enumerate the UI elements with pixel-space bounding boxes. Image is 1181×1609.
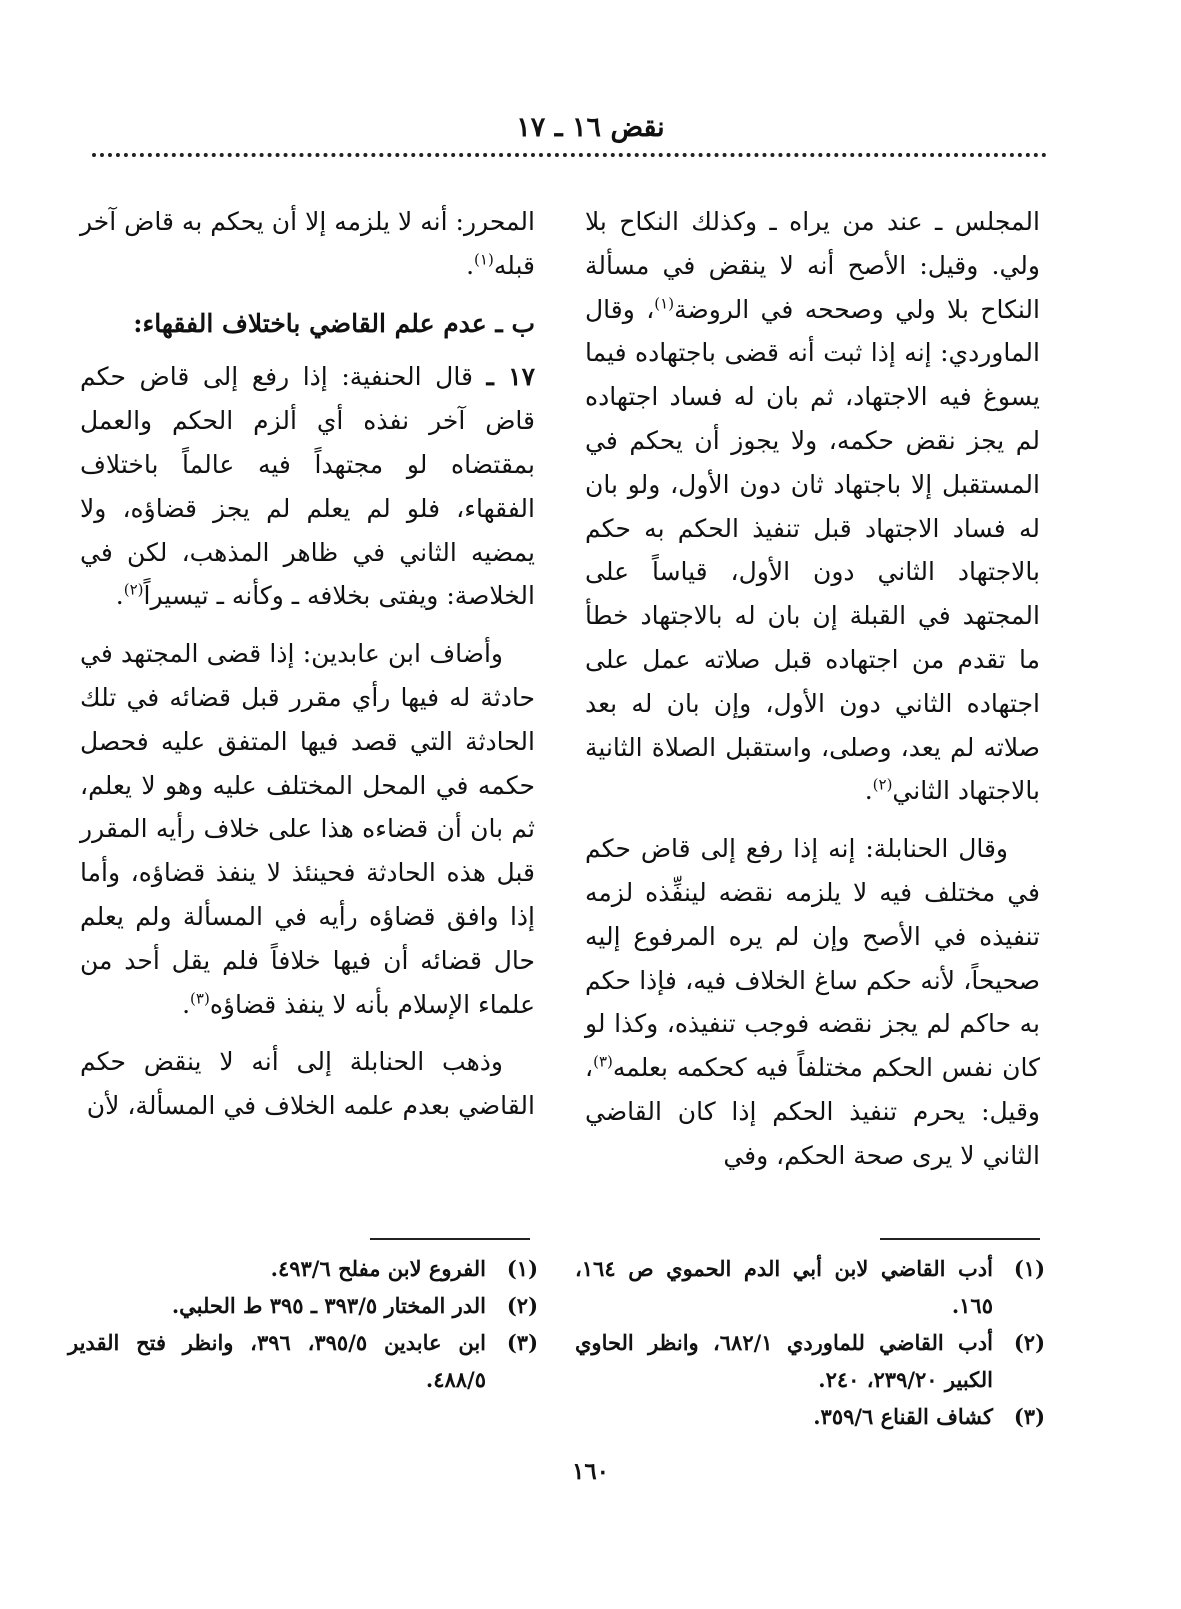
footnote-ref: (١) (474, 250, 494, 269)
footnote-text: أدب القاضي لابن أبي الدم الحموي ص ١٦٤، ١٦٥. (575, 1256, 993, 1318)
footnote-ref: (٣) (190, 989, 210, 1008)
footnote-ref: (٢) (123, 581, 144, 600)
footnote-number: (٢) (1013, 1330, 1045, 1355)
footnote (575, 1398, 1045, 1435)
footnote (68, 1324, 538, 1398)
footnote-ref: (٢) (872, 776, 893, 795)
paragraph-text: وذهب الحنابلة إلى أنه لا ينقض حكم القاضي بعدم علمه الخلاف في المسألة، لأن (80, 1047, 535, 1121)
footnote (68, 1250, 538, 1287)
footnote-number: (٣) (1013, 1404, 1045, 1429)
footnotes-right (575, 1250, 1045, 1435)
paragraph-text-end: ، (646, 294, 655, 324)
left-column (80, 200, 535, 1142)
paragraph-text: وقال الماوردي: إنه إذا ثبت أنه قضى باجتهاده فيما يسوغ فيه الاجتهاد، ثم بان له فساد اجتهاده لم يجز نقض حكمه، ولا يجوز أن يحكم في المستقبل إلا باجتهاد ثان دون الأول، ولو بان له فساد الاجتهاد قبل تنفيذ الحكم به حكم بالاجتهاد الثاني دون الأول، قياساً على المجتهد في القبلة إن بان له بالاجتهاد خطأ ما تقدم من اجتهاده قبل صلاته عمل على اجتهاده الثاني دون الأول، وإن بان له بعد صلاته لم يعد، وصلى، واستقبل الصلاة الثانية بالاجتهاد الثاني (585, 294, 1040, 806)
footnote-number: (١) (506, 1256, 538, 1281)
paragraph (585, 827, 1040, 1177)
footnote-number: (١) (1013, 1256, 1045, 1281)
paragraph-text: وقال الحنابلة: إنه إذا رفع إلى قاض حكم في مختلف فيه لا يلزمه نقضه لينفِّذه لزمه تنفيذه في الأصح وإن لم يره المرفوع إليه صحيحاً، لأنه حكم ساغ الخلاف فيه، فإذا حكم به حاكم لم يجز نقضه فوجب تنفيذه، وكذا لو كان نفس الحكم مختلفاً فيه كحكمه بعلمه (585, 834, 1040, 1083)
paragraph (80, 1040, 535, 1128)
paragraph (80, 632, 535, 1026)
section-heading: ب ـ عدم علم القاضي باختلاف الفقهاء: (133, 308, 535, 338)
running-title: نقض ١٦ ـ ١٧ (516, 112, 665, 143)
paragraph-text: المجلس ـ عند من يراه ـ وكذلك النكاح بلا ولي. وقيل: الأصح أنه لا ينقض في مسألة النكاح بلا ولي وصححه في الروضة (585, 207, 1040, 324)
footnote-number: (٣) (506, 1330, 538, 1355)
footnote-number: (٢) (506, 1293, 538, 1318)
footnote-text: الفروع لابن مفلح ٤٩٣/٦. (270, 1256, 486, 1281)
footnote-text: ابن عابدين ٣٩٥/٥، ٣٩٦، وانظر فتح القدير ٤٨٨/٥. (68, 1330, 487, 1392)
paragraph-text: قال الحنفية: إذا رفع إلى قاض حكم قاض آخر نفذه أي ألزم الحكم والعمل بمقتضاه لو مجتهداً فيه عالماً باختلاف الفقهاء، فلو لم يعلم لم يجز قضاؤه، ولا يمضيه الثاني في ظاهر المذهب، لكن في الخلاصة: ويفتى بخلافه ـ وكأنه ـ تيسيراً (80, 362, 535, 611)
paragraph (80, 200, 535, 288)
footnote-text: الدر المختار ٣٩٣/٥ ـ ٣٩٥ ط الحلبي. (171, 1293, 486, 1318)
section-number: ١٧ ـ (486, 362, 536, 392)
footnote-ref: (١) (654, 294, 675, 313)
paragraph-text-end: . (466, 250, 475, 280)
footnote-rule (370, 1238, 530, 1240)
right-column (585, 200, 1040, 1192)
footnote (575, 1250, 1045, 1324)
page-number: ١٦٠ (571, 1458, 610, 1485)
paragraph-text: وأضاف ابن عابدين: إذا قضى المجتهد في حادثة له فيها رأي مقرر قبل قضائه في تلك الحادثة التي قصد فيها المتفق عليه فحصل حكمه في المحل المختلف عليه وهو لا يعلم، ثم بان أن قضاءه هذا على خلاف رأيه المقرر قبل هذه الحادثة فحينئذ لا ينفذ قضاؤه، وأما إذا وافق قضاؤه رأيه في المسألة ولم يعلم حال قضائه أن فيها خلافاً فلم يقل أحد من علماء الإسلام بأنه لا ينفذ قضاؤه (80, 639, 535, 1019)
footnote-text: أدب القاضي للماوردي ٦٨٢/١، وانظر الحاوي الكبير ٢٣٩/٢٠، ٢٤٠. (575, 1330, 993, 1392)
footnotes-left (68, 1250, 538, 1398)
footnote (68, 1287, 538, 1324)
paragraph-text-end: . (864, 776, 873, 806)
header-dotted-rule (92, 153, 1047, 157)
paragraph-text: المحرر: أنه لا يلزمه إلا أن يحكم به قاض آخر قبله (80, 207, 535, 280)
paragraph-text-end: ، وقيل: يحرم تنفيذ الحكم إذا كان القاضي الثاني لا يرى صحة الحكم، وفي (585, 1053, 1040, 1170)
paragraph (585, 200, 1040, 813)
paragraph-text-end: . (115, 581, 124, 611)
footnote (575, 1324, 1045, 1398)
paragraph-text-end: . (182, 989, 191, 1019)
footnote-text: كشاف القناع ٣٥٩/٦. (813, 1404, 993, 1429)
footnote-rule (880, 1238, 1040, 1240)
paragraph (80, 355, 535, 618)
footnote-ref: (٣) (593, 1052, 613, 1071)
